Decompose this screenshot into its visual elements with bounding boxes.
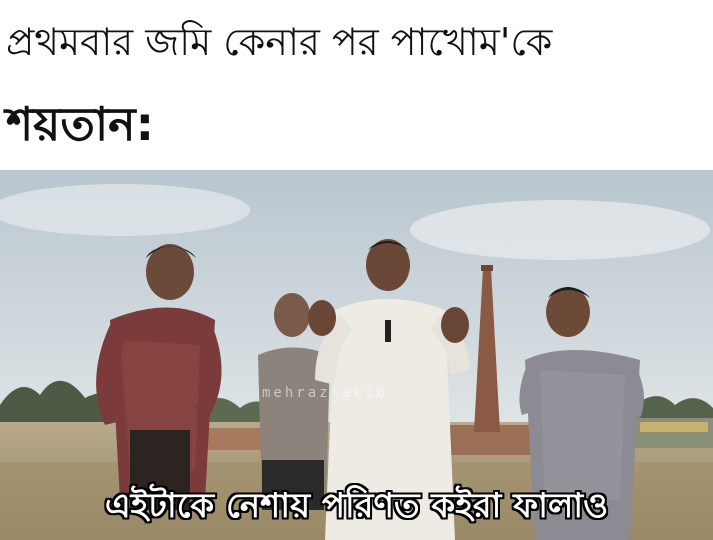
meme-photo xyxy=(0,170,713,540)
cloud xyxy=(410,200,710,260)
cloud xyxy=(0,184,250,236)
caption-line-1: প্রথমবার জমি কেনার পর পাখোম'কে xyxy=(6,20,553,64)
meme-caption xyxy=(0,0,713,170)
chimney-top xyxy=(481,265,493,271)
subtitle: এইটাকে নেশায় পরিণত কইরা ফালাও xyxy=(104,486,609,526)
caption-line-2: শয়তান: xyxy=(6,97,155,151)
watermark: mehraz akib xyxy=(262,385,388,401)
truck-cargo xyxy=(640,422,708,432)
